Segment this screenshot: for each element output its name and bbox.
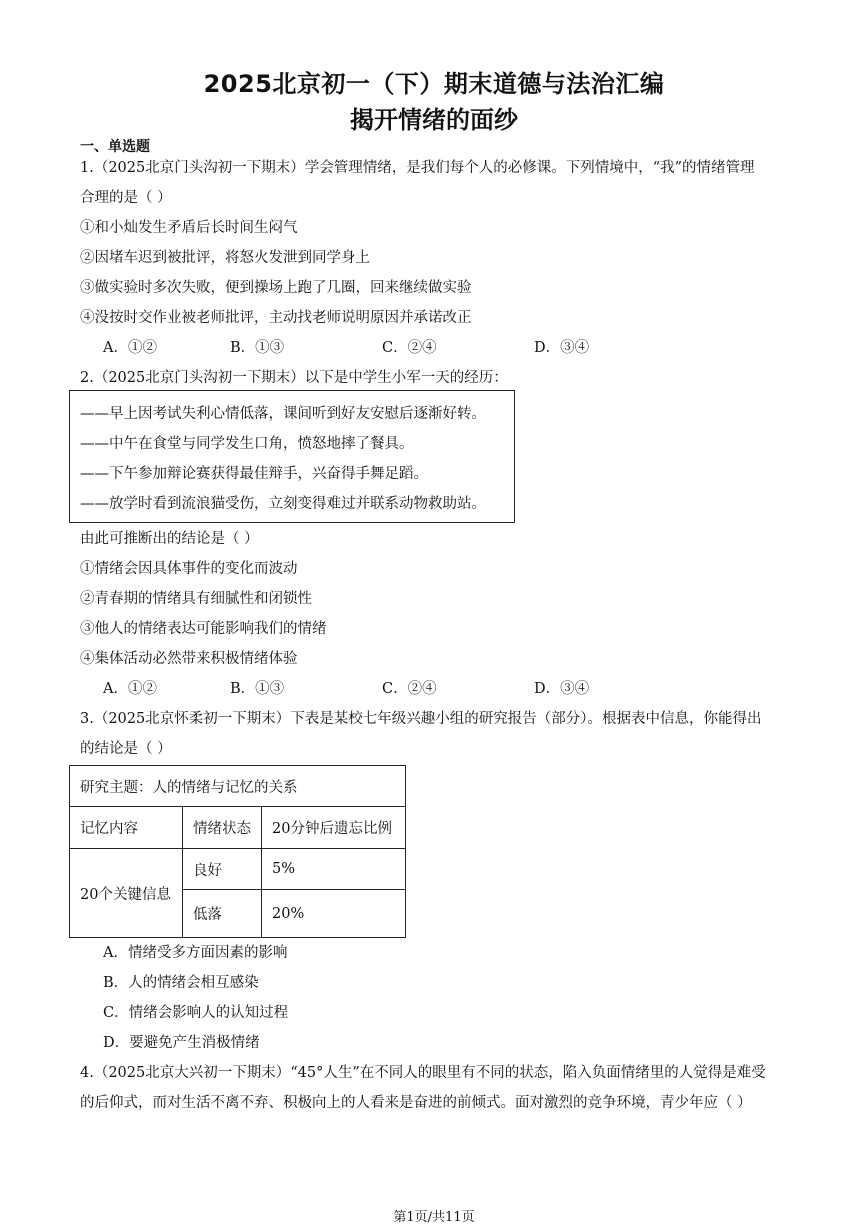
q1-option-c: C．②④ — [382, 340, 437, 356]
q3-option-c: C．情绪会影响人的认知过程 — [103, 1005, 289, 1021]
q4-stem-line2: 的后仰式，而对生活不离不弃、积极向上的人看来是奋进的前倾式。面对激烈的竞争环境，青少年应（ ） — [80, 1095, 752, 1111]
q1-option-b: B．①③ — [230, 340, 285, 356]
q1-stem-line1: 1.（2025北京门头沟初一下期末）学会管理情绪，是我们每个人的必修课。下列情境中，“我”的情绪管理 — [80, 160, 755, 176]
q2-item-2: ②青春期的情绪具有细腻性和闭锁性 — [80, 591, 312, 607]
q3-table-ratio: 20% — [262, 890, 406, 938]
q2-stem: 2.（2025北京门头沟初一下期末）以下是中学生小军一天的经历： — [80, 370, 508, 386]
q2-item-3: ③他人的情绪表达可能影响我们的情绪 — [80, 621, 327, 637]
q2-box-line-2: ——中午在食堂与同学发生口角，愤怒地摔了餐具。 — [80, 436, 414, 452]
q3-table-header: 记忆内容 — [70, 807, 183, 849]
q1-option-a: A．①② — [103, 340, 157, 356]
q1-item-3: ③做实验时多次失败，便到操场上跑了几圈，回来继续做实验 — [80, 280, 472, 296]
q1-item-2: ②因堵车迟到被批评，将怒火发泄到同学身上 — [80, 250, 370, 266]
q1-option-d: D．③④ — [534, 340, 590, 356]
document-subtitle: 揭开情绪的面纱 — [350, 106, 518, 134]
table-row — [70, 849, 406, 890]
q1-stem-line2: 合理的是（ ） — [80, 190, 172, 206]
q3-table-topic: 研究主题：人的情绪与记忆的关系 — [70, 766, 406, 807]
q1-item-1: ①和小灿发生矛盾后长时间生闷气 — [80, 220, 298, 236]
q2-option-a: A．①② — [103, 681, 157, 697]
q3-option-b: B．人的情绪会相互感染 — [103, 975, 259, 991]
document-title: 2025北京初一（下）期末道德与法治汇编 — [203, 70, 665, 98]
q4-stem-line1: 4.（2025北京大兴初一下期末）“45°人生”在不同人的眼里有不同的状态，陷入负面情绪里的人觉得是难受 — [80, 1065, 766, 1081]
q3-table-header: 情绪状态 — [183, 807, 262, 849]
page-footer: 第1页/共11页 — [393, 1210, 475, 1225]
q2-box-line-4: ——放学时看到流浪猫受伤，立刻变得难过并联系动物救助站。 — [80, 496, 486, 512]
q2-box-line-3: ——下午参加辩论赛获得最佳辩手，兴奋得手舞足蹈。 — [80, 466, 428, 482]
q3-research-table — [69, 765, 406, 938]
q3-table-ratio: 5% — [262, 849, 406, 890]
q3-table-state: 低落 — [183, 890, 262, 938]
q2-option-d: D．③④ — [534, 681, 590, 697]
q2-option-b: B．①③ — [230, 681, 285, 697]
q2-box-line-1: ——早上因考试失利心情低落，课间听到好友安慰后逐渐好转。 — [80, 406, 486, 422]
q3-table-row-label: 20个关键信息 — [70, 849, 183, 938]
q3-option-a: A．情绪受多方面因素的影响 — [103, 945, 288, 961]
q3-table-header: 20分钟后遗忘比例 — [262, 807, 406, 849]
q3-table-state: 良好 — [183, 849, 262, 890]
q3-option-d: D．要避免产生消极情绪 — [103, 1035, 260, 1051]
q2-option-c: C．②④ — [382, 681, 437, 697]
q3-stem-line1: 3.（2025北京怀柔初一下期末）下表是某校七年级兴趣小组的研究报告（部分）。根据表中信息，你能得出 — [80, 711, 762, 727]
q1-item-4: ④没按时交作业被老师批评，主动找老师说明原因并承诺改正 — [80, 310, 472, 326]
q3-stem-line2: 的结论是（ ） — [80, 741, 172, 757]
q2-item-4: ④集体活动必然带来积极情绪体验 — [80, 651, 298, 667]
q2-item-1: ①情绪会因具体事件的变化而波动 — [80, 561, 298, 577]
section-heading: 一、单选题 — [80, 139, 150, 155]
q2-question: 由此可推断出的结论是（ ） — [80, 531, 259, 547]
q2-experience-box — [69, 390, 515, 523]
